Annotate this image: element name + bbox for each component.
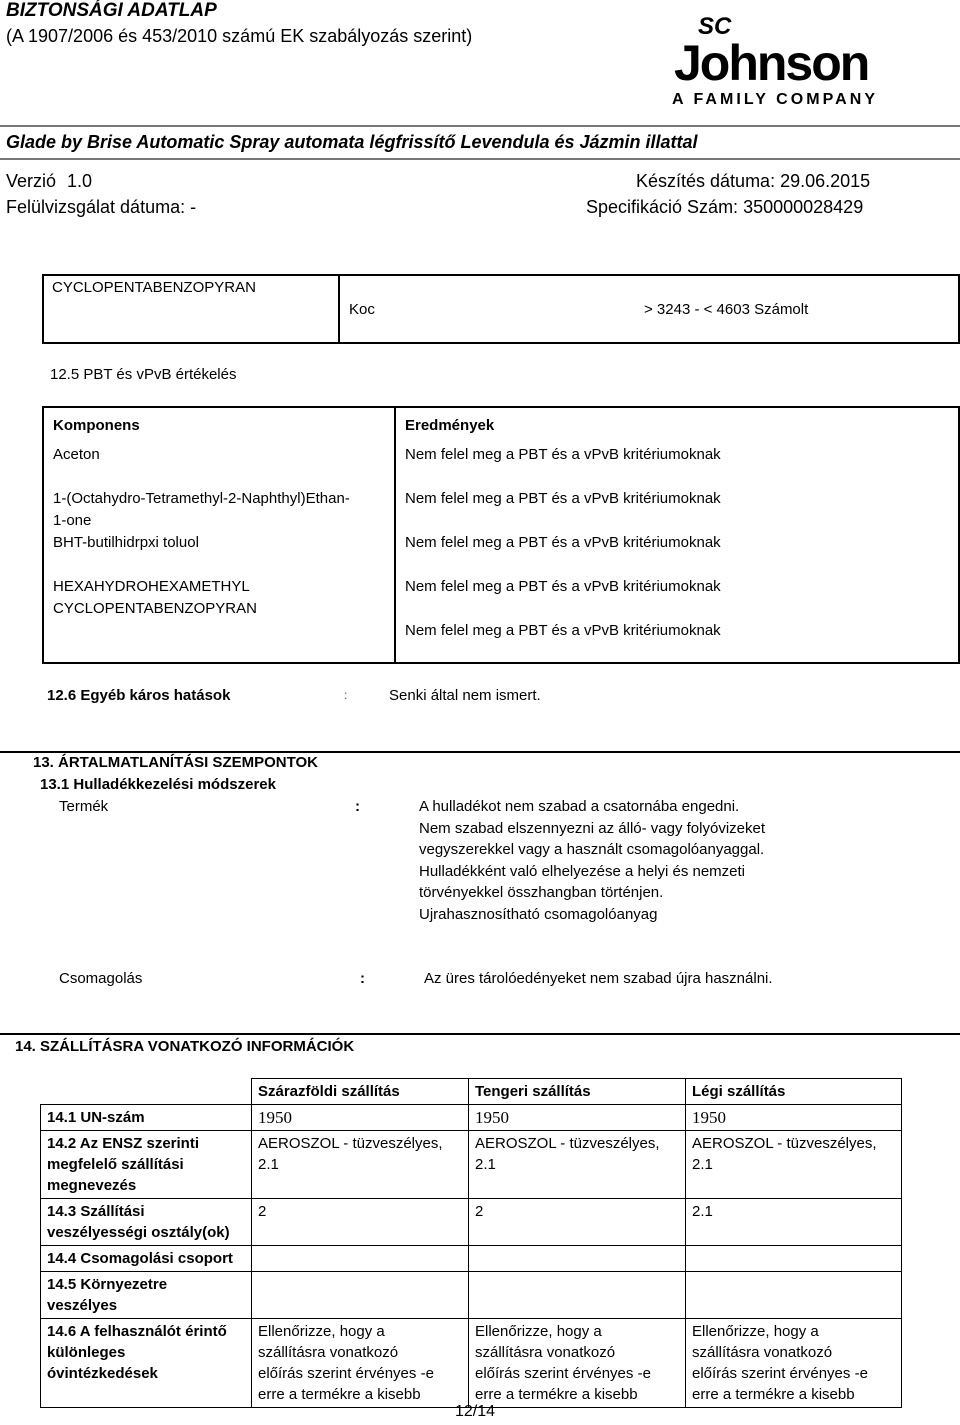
created-row xyxy=(636,171,870,192)
product-disposal-line: Ujrahasznosítható csomagolóanyag xyxy=(419,906,658,923)
created-value: 29.06.2015 xyxy=(780,171,871,191)
version-row xyxy=(6,171,92,192)
transport-cell xyxy=(686,1319,902,1408)
transport-col-sea: Tengeri szállítás xyxy=(469,1079,686,1105)
koc-substance: CYCLOPENTABENZOPYRAN xyxy=(52,279,256,296)
koc-param: Koc xyxy=(349,301,375,318)
transport-row-un-number xyxy=(41,1105,902,1131)
transport-row-shipping-name xyxy=(41,1131,902,1199)
transport-cell xyxy=(252,1272,469,1319)
transport-cell xyxy=(686,1272,902,1319)
transport-cell-line: erre a termékre a kisebb xyxy=(692,1386,855,1403)
pbt-component: CYCLOPENTABENZOPYRAN xyxy=(53,600,257,617)
transport-cell-line: előírás szerint érvényes -e xyxy=(692,1365,868,1382)
other-effects-label: 12.6 Egyéb káros hatások xyxy=(47,687,231,704)
other-effects-value: Senki által nem ismert. xyxy=(389,687,541,704)
pbt-component: HEXAHYDROHEXAMETHYL xyxy=(53,578,250,595)
transport-cell xyxy=(469,1246,686,1272)
transport-cell-line: szállításra vonatkozó xyxy=(258,1344,399,1361)
spec-row xyxy=(586,197,863,218)
pbt-component: BHT-butilhidrpxi toluol xyxy=(53,534,199,551)
transport-cell-line: AEROSZOL - tüzveszélyes, xyxy=(475,1135,660,1152)
transport-cell: 2.1 xyxy=(686,1199,902,1246)
product-disposal-label: Termék xyxy=(59,798,109,815)
packaging-colon: : xyxy=(360,970,365,987)
transport-cell xyxy=(252,1319,469,1408)
transport-header-empty xyxy=(41,1079,252,1105)
pbt-component: 1-(Octahydro-Tetramethyl-2-Naphthyl)Ethan- xyxy=(53,490,350,507)
revision-row xyxy=(6,197,196,218)
transport-row-label xyxy=(41,1319,252,1408)
product-name: Glade by Brise Automatic Spray automata légfrissítő Levendula és Jázmin illattal xyxy=(6,132,698,152)
transport-row-label-line: óvintézkedések xyxy=(47,1365,158,1382)
other-effects-colon: : xyxy=(344,688,348,702)
pbt-result: Nem felel meg a PBT és a vPvB kritériumoknak xyxy=(405,446,721,463)
section14-divider xyxy=(0,1033,960,1035)
transport-header-row xyxy=(41,1079,902,1105)
product-disposal-colon: : xyxy=(355,798,360,815)
transport-cell: 2 xyxy=(252,1199,469,1246)
pbt-component: Aceton xyxy=(53,446,100,463)
version-label: Verzió xyxy=(6,171,57,191)
pbt-col-results: Eredmények xyxy=(405,417,495,434)
transport-cell xyxy=(469,1319,686,1408)
transport-cell: 1950 xyxy=(686,1105,902,1131)
pbt-table-divider xyxy=(394,406,396,662)
transport-cell-line: szállításra vonatkozó xyxy=(692,1344,833,1361)
product-disposal-line: A hulladékot nem szabad a csatornába engedni. xyxy=(419,798,740,815)
transport-row-hazard-class xyxy=(41,1199,902,1246)
pbt-result: Nem felel meg a PBT és a vPvB kritériumoknak xyxy=(405,534,721,551)
regulation-subtitle: (A 1907/2006 és 453/2010 számú EK szabályozás szerint) xyxy=(6,26,473,46)
transport-row-label-line: veszélyességi osztály(ok) xyxy=(47,1224,230,1241)
transport-cell xyxy=(469,1131,686,1199)
spec-label: Specifikáció Szám: xyxy=(586,197,739,217)
pbt-heading: 12.5 PBT és vPvB értékelés xyxy=(50,366,237,383)
pbt-component: 1-one xyxy=(53,512,92,529)
product-disposal-line: Nem szabad elszennyezni az álló- vagy folyóvizeket xyxy=(419,820,766,837)
created-label: Készítés dátuma: xyxy=(636,171,776,191)
logo-tagline-text: A FAMILY COMPANY xyxy=(672,91,878,108)
transport-cell-line: 2.1 xyxy=(475,1156,496,1173)
transport-row-label xyxy=(41,1272,252,1319)
transport-row-environmental xyxy=(41,1272,902,1319)
pbt-result: Nem felel meg a PBT és a vPvB kritériumoknak xyxy=(405,490,721,507)
product-disposal-line: törvényekkel összhangban történjen. xyxy=(419,884,664,901)
section14-heading: 14. SZÁLLÍTÁSRA VONATKOZÓ INFORMÁCIÓK xyxy=(15,1038,355,1055)
transport-col-air: Légi szállítás xyxy=(686,1079,902,1105)
transport-row-label-line: veszélyes xyxy=(47,1297,118,1314)
version-value: 1.0 xyxy=(67,171,93,191)
document-title: BIZTONSÁGI ADATLAP xyxy=(6,0,217,21)
transport-cell-line: AEROSZOL - tüzveszélyes, xyxy=(258,1135,443,1152)
transport-cell-line: erre a termékre a kisebb xyxy=(475,1386,638,1403)
transport-cell xyxy=(686,1131,902,1199)
transport-row-label-line: különleges xyxy=(47,1344,126,1361)
transport-row-label-line: megnevezés xyxy=(47,1177,137,1194)
transport-row-label-line: 14.6 A felhasználót érintő xyxy=(47,1323,227,1340)
transport-row-label: 14.1 UN-szám xyxy=(41,1105,252,1131)
section13-subheading: 13.1 Hulladékkezelési módszerek xyxy=(40,776,276,793)
transport-row-label-line: 14.3 Szállítási xyxy=(47,1203,145,1220)
transport-col-land: Szárazföldi szállítás xyxy=(252,1079,469,1105)
pbt-result: Nem felel meg a PBT és a vPvB kritériumoknak xyxy=(405,578,721,595)
logo-sc-text: SC xyxy=(698,13,732,40)
transport-row-label-line: 14.5 Környezetre xyxy=(47,1276,168,1293)
transport-row-packing-group xyxy=(41,1246,902,1272)
product-disposal-line: Hulladékként való elhelyezése a helyi és nemzeti xyxy=(419,863,746,880)
sc-johnson-logo-graphic xyxy=(668,8,883,108)
transport-row-label xyxy=(41,1131,252,1199)
transport-cell-line: Ellenőrizze, hogy a xyxy=(692,1323,819,1340)
transport-row-precautions xyxy=(41,1319,902,1408)
header-divider-bottom xyxy=(0,158,960,160)
transport-cell xyxy=(252,1246,469,1272)
transport-cell-line: előírás szerint érvényes -e xyxy=(258,1365,434,1382)
transport-row-label: 14.4 Csomagolási csoport xyxy=(41,1246,252,1272)
page-number: 12/14 xyxy=(455,1403,496,1420)
sc-johnson-logo xyxy=(668,8,883,108)
revision-value: - xyxy=(190,197,197,217)
transport-cell: 1950 xyxy=(252,1105,469,1131)
transport-cell-line: erre a termékre a kisebb xyxy=(258,1386,421,1403)
transport-cell-line: Ellenőrizze, hogy a xyxy=(258,1323,385,1340)
transport-table xyxy=(40,1078,902,1408)
product-disposal-line: vegyszerekkel vagy a használt csomagolóanyaggal. xyxy=(419,841,765,858)
pbt-col-component: Komponens xyxy=(53,417,140,434)
section13-divider xyxy=(0,751,960,753)
transport-cell xyxy=(686,1246,902,1272)
transport-cell-line: előírás szerint érvényes -e xyxy=(475,1365,651,1382)
transport-cell-line: szállításra vonatkozó xyxy=(475,1344,616,1361)
koc-value: > 3243 - < 4603 Számolt xyxy=(644,301,809,318)
transport-cell-line: Ellenőrizze, hogy a xyxy=(475,1323,602,1340)
pbt-result: Nem felel meg a PBT és a vPvB kritériumoknak xyxy=(405,622,721,639)
spec-value: 350000028429 xyxy=(743,197,864,217)
transport-cell-line: AEROSZOL - tüzveszélyes, xyxy=(692,1135,877,1152)
packaging-value: Az üres tárolóedényeket nem szabad újra használni. xyxy=(424,970,773,987)
logo-johnson-text: Johnson xyxy=(674,35,869,91)
transport-row-label-line: 14.2 Az ENSZ szerinti xyxy=(47,1135,199,1152)
transport-cell: 1950 xyxy=(469,1105,686,1131)
revision-label: Felülvizsgálat dátuma: xyxy=(6,197,186,217)
packaging-label: Csomagolás xyxy=(59,970,143,987)
transport-cell-line: 2.1 xyxy=(692,1156,713,1173)
transport-cell: 2 xyxy=(469,1199,686,1246)
transport-cell xyxy=(469,1272,686,1319)
transport-cell xyxy=(252,1131,469,1199)
header-divider-top xyxy=(0,125,960,127)
transport-row-label-line: megfelelő szállítási xyxy=(47,1156,184,1173)
transport-cell-line: 2.1 xyxy=(258,1156,279,1173)
koc-table-divider xyxy=(338,274,340,342)
section13-heading: 13. ÁRTALMATLANÍTÁSI SZEMPONTOK xyxy=(33,754,318,771)
transport-row-label xyxy=(41,1199,252,1246)
